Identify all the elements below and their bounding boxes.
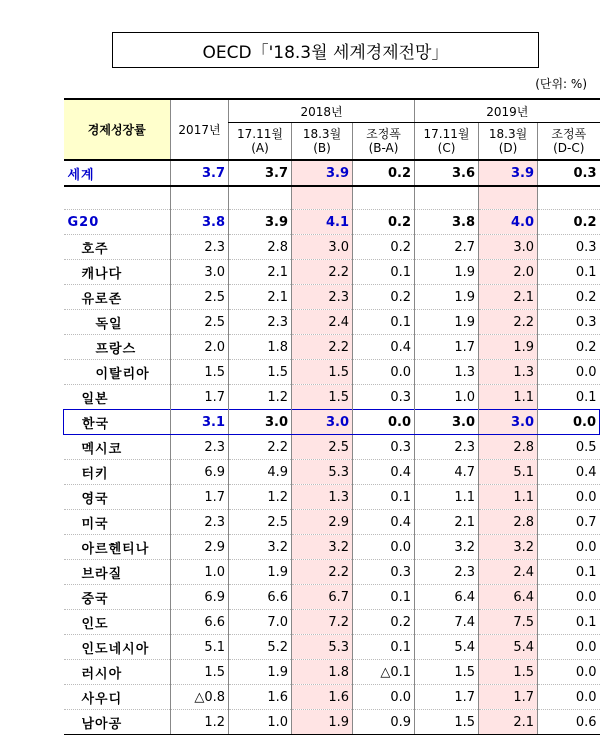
value-cell: 2.2 (292, 260, 353, 285)
value-cell: 0.1 (353, 310, 415, 335)
header-2019-mar: 18.3월 (D) (479, 123, 538, 161)
row-label: 인도 (64, 610, 171, 635)
value-cell: 3.0 (479, 235, 538, 260)
row-label: 사우디 (64, 685, 171, 710)
value-cell: 3.6 (415, 160, 479, 186)
value-cell: 0.0 (353, 360, 415, 385)
value-cell: 2.2 (292, 335, 353, 360)
value-cell: 1.7 (171, 385, 229, 410)
value-cell: 1.2 (229, 385, 292, 410)
table-row (64, 485, 600, 510)
value-cell: 2.9 (171, 535, 229, 560)
row-label: 한국 (64, 410, 171, 435)
value-cell: 0.0 (353, 685, 415, 710)
value-cell: 2.3 (171, 435, 229, 460)
value-cell: 1.8 (229, 335, 292, 360)
title-text: OECD「'18.3월 세계경제전망」 (202, 42, 449, 63)
value-cell: 0.0 (538, 535, 600, 560)
value-cell: 1.0 (415, 385, 479, 410)
table-row (64, 235, 600, 260)
header-2018: 2018년 (229, 99, 415, 123)
value-cell: 1.9 (415, 285, 479, 310)
growth-table (63, 98, 600, 735)
value-cell: 0.7 (538, 510, 600, 535)
value-cell: 2.4 (292, 310, 353, 335)
table-row (64, 535, 600, 560)
value-cell: 2.1 (479, 285, 538, 310)
table-row (64, 360, 600, 385)
value-cell: 0.0 (353, 410, 415, 435)
header-2019-adjust: 조정폭 (D-C) (538, 123, 600, 161)
value-cell: 0.0 (538, 410, 600, 435)
value-cell: 1.1 (479, 385, 538, 410)
value-cell: 6.6 (171, 610, 229, 635)
value-cell: 1.5 (171, 660, 229, 685)
value-cell: 3.0 (415, 410, 479, 435)
value-cell: 2.8 (479, 510, 538, 535)
value-cell: 1.2 (171, 710, 229, 735)
table-body (64, 160, 600, 735)
value-cell: 1.9 (479, 335, 538, 360)
value-cell: 1.6 (292, 685, 353, 710)
value-cell: 2.5 (229, 510, 292, 535)
value-cell: 0.2 (538, 335, 600, 360)
row-label: 캐나다 (64, 260, 171, 285)
value-cell: 1.5 (292, 360, 353, 385)
table-row (64, 285, 600, 310)
value-cell: 2.8 (229, 235, 292, 260)
value-cell: 3.0 (229, 410, 292, 435)
value-cell: 6.9 (171, 460, 229, 485)
value-cell: 0.9 (353, 710, 415, 735)
value-cell: 0.0 (538, 635, 600, 660)
value-cell: 1.6 (229, 685, 292, 710)
value-cell: 1.9 (229, 660, 292, 685)
value-cell: 3.8 (171, 210, 229, 235)
row-label: 호주 (64, 235, 171, 260)
value-cell: 0.3 (538, 310, 600, 335)
value-cell: 2.5 (292, 435, 353, 460)
value-cell: 3.2 (292, 535, 353, 560)
value-cell: 1.3 (479, 360, 538, 385)
value-cell: 0.3 (353, 435, 415, 460)
value-cell: 1.2 (229, 485, 292, 510)
row-label: 독일 (64, 310, 171, 335)
row-label: 중국 (64, 585, 171, 610)
spacer-row (64, 186, 600, 210)
row-label: 유로존 (64, 285, 171, 310)
value-cell: 1.0 (229, 710, 292, 735)
table-row (64, 710, 600, 735)
value-cell: 3.0 (479, 410, 538, 435)
table-row (64, 335, 600, 360)
value-cell: 0.0 (538, 360, 600, 385)
table-header (64, 99, 600, 160)
value-cell: 1.5 (415, 710, 479, 735)
value-cell: 3.0 (292, 410, 353, 435)
row-label: 미국 (64, 510, 171, 535)
value-cell: 4.7 (415, 460, 479, 485)
value-cell: 0.6 (538, 710, 600, 735)
value-cell: 0.1 (353, 635, 415, 660)
table-row (64, 510, 600, 535)
value-cell: 2.7 (415, 235, 479, 260)
value-cell: 0.2 (353, 160, 415, 186)
value-cell: 1.8 (292, 660, 353, 685)
value-cell: 1.7 (479, 685, 538, 710)
value-cell: 1.5 (171, 360, 229, 385)
value-cell: 2.2 (479, 310, 538, 335)
value-cell: 3.9 (292, 160, 353, 186)
value-cell: 3.2 (415, 535, 479, 560)
row-label: 브라질 (64, 560, 171, 585)
value-cell: 0.4 (353, 460, 415, 485)
table-row (64, 310, 600, 335)
table-row (64, 260, 600, 285)
value-cell: 0.5 (538, 435, 600, 460)
row-label: 프랑스 (64, 335, 171, 360)
value-cell: 1.7 (415, 335, 479, 360)
value-cell: 5.1 (171, 635, 229, 660)
row-label: 터키 (64, 460, 171, 485)
value-cell: 1.3 (292, 485, 353, 510)
value-cell: 1.7 (171, 485, 229, 510)
value-cell: 2.3 (229, 310, 292, 335)
header-2019-nov: 17.11월 (C) (415, 123, 479, 161)
row-label: 세계 (64, 160, 171, 186)
table-row (64, 660, 600, 685)
value-cell: 1.5 (415, 660, 479, 685)
value-cell: 0.2 (538, 285, 600, 310)
value-cell: 1.7 (415, 685, 479, 710)
value-cell: 6.9 (171, 585, 229, 610)
value-cell: 0.2 (353, 235, 415, 260)
value-cell: 4.1 (292, 210, 353, 235)
unit-label: (단위: %) (535, 77, 587, 91)
row-label: 러시아 (64, 660, 171, 685)
value-cell: 7.4 (415, 610, 479, 635)
row-label: 남아공 (64, 710, 171, 735)
value-cell: 0.1 (353, 260, 415, 285)
value-cell: 0.0 (353, 535, 415, 560)
value-cell: 2.3 (415, 560, 479, 585)
value-cell: 6.4 (479, 585, 538, 610)
value-cell: 0.1 (538, 385, 600, 410)
row-label: 일본 (64, 385, 171, 410)
value-cell: 3.9 (479, 160, 538, 186)
value-cell: 6.4 (415, 585, 479, 610)
value-cell: 2.4 (479, 560, 538, 585)
value-cell: 3.2 (229, 535, 292, 560)
document-title (112, 32, 539, 68)
value-cell: 0.4 (538, 460, 600, 485)
value-cell: 5.4 (415, 635, 479, 660)
value-cell: 7.5 (479, 610, 538, 635)
value-cell: 7.0 (229, 610, 292, 635)
value-cell: 1.1 (479, 485, 538, 510)
value-cell: 0.3 (353, 560, 415, 585)
value-cell: 7.2 (292, 610, 353, 635)
table-row (64, 610, 600, 635)
table-row (64, 385, 600, 410)
value-cell: 3.9 (229, 210, 292, 235)
table-row (64, 410, 600, 435)
value-cell: 5.1 (479, 460, 538, 485)
value-cell: 0.3 (353, 385, 415, 410)
table-row (64, 210, 600, 235)
table-row (64, 585, 600, 610)
value-cell: 5.4 (479, 635, 538, 660)
row-label: G20 (64, 210, 171, 235)
value-cell: 2.2 (229, 435, 292, 460)
value-cell: 6.7 (292, 585, 353, 610)
table-row (64, 160, 600, 186)
value-cell: 2.0 (479, 260, 538, 285)
header-2017: 2017년 (171, 99, 229, 160)
value-cell: 0.1 (538, 610, 600, 635)
value-cell: 0.2 (353, 210, 415, 235)
value-cell: 1.5 (292, 385, 353, 410)
value-cell: 4.0 (479, 210, 538, 235)
value-cell: 3.2 (479, 535, 538, 560)
value-cell: 3.7 (229, 160, 292, 186)
value-cell: 2.9 (292, 510, 353, 535)
value-cell: 2.1 (229, 285, 292, 310)
value-cell: 1.3 (415, 360, 479, 385)
value-cell: 0.1 (353, 585, 415, 610)
table-row (64, 435, 600, 460)
value-cell: 2.3 (171, 235, 229, 260)
header-2018-mar: 18.3월 (B) (292, 123, 353, 161)
value-cell: 2.3 (415, 435, 479, 460)
value-cell: 2.1 (479, 710, 538, 735)
value-cell: 2.2 (292, 560, 353, 585)
value-cell: 4.9 (229, 460, 292, 485)
value-cell: 5.2 (229, 635, 292, 660)
value-cell: 0.0 (538, 685, 600, 710)
value-cell: 0.3 (538, 235, 600, 260)
value-cell: 2.3 (292, 285, 353, 310)
value-cell: 5.3 (292, 460, 353, 485)
value-cell: 3.7 (171, 160, 229, 186)
value-cell: 3.0 (171, 260, 229, 285)
value-cell: 1.9 (292, 710, 353, 735)
value-cell: 0.2 (538, 210, 600, 235)
value-cell: 1.9 (415, 260, 479, 285)
header-2019: 2019년 (415, 99, 600, 123)
value-cell: △0.1 (353, 660, 415, 685)
value-cell: 2.5 (171, 310, 229, 335)
value-cell: 1.0 (171, 560, 229, 585)
value-cell: 0.0 (538, 485, 600, 510)
value-cell: 2.3 (171, 510, 229, 535)
header-2018-adjust: 조정폭 (B-A) (353, 123, 415, 161)
value-cell: 1.5 (479, 660, 538, 685)
table-row (64, 635, 600, 660)
value-cell: 2.0 (171, 335, 229, 360)
value-cell: 1.5 (229, 360, 292, 385)
value-cell: 3.0 (292, 235, 353, 260)
row-label: 영국 (64, 485, 171, 510)
value-cell: 0.4 (353, 510, 415, 535)
value-cell: 1.1 (415, 485, 479, 510)
value-cell: 0.1 (353, 485, 415, 510)
value-cell: 5.3 (292, 635, 353, 660)
row-label: 이탈리아 (64, 360, 171, 385)
header-2018-nov: 17.11월 (A) (229, 123, 292, 161)
value-cell: 0.0 (538, 585, 600, 610)
value-cell: 1.9 (415, 310, 479, 335)
value-cell: 0.4 (353, 335, 415, 360)
table-row (64, 685, 600, 710)
value-cell: 0.1 (538, 560, 600, 585)
row-label: 인도네시아 (64, 635, 171, 660)
value-cell: 3.1 (171, 410, 229, 435)
value-cell: 0.2 (353, 285, 415, 310)
value-cell: 2.5 (171, 285, 229, 310)
value-cell: 0.2 (353, 610, 415, 635)
value-cell: 3.8 (415, 210, 479, 235)
value-cell: 2.1 (415, 510, 479, 535)
value-cell: 6.6 (229, 585, 292, 610)
header-growth-rate: 경제성장률 (64, 99, 171, 160)
row-label: 아르헨티나 (64, 535, 171, 560)
value-cell: 2.8 (479, 435, 538, 460)
value-cell: 1.9 (229, 560, 292, 585)
row-label: 멕시코 (64, 435, 171, 460)
value-cell: 0.0 (538, 660, 600, 685)
value-cell: △0.8 (171, 685, 229, 710)
value-cell: 0.3 (538, 160, 600, 186)
value-cell: 2.1 (229, 260, 292, 285)
table-row (64, 460, 600, 485)
value-cell: 0.1 (538, 260, 600, 285)
table-row (64, 560, 600, 585)
